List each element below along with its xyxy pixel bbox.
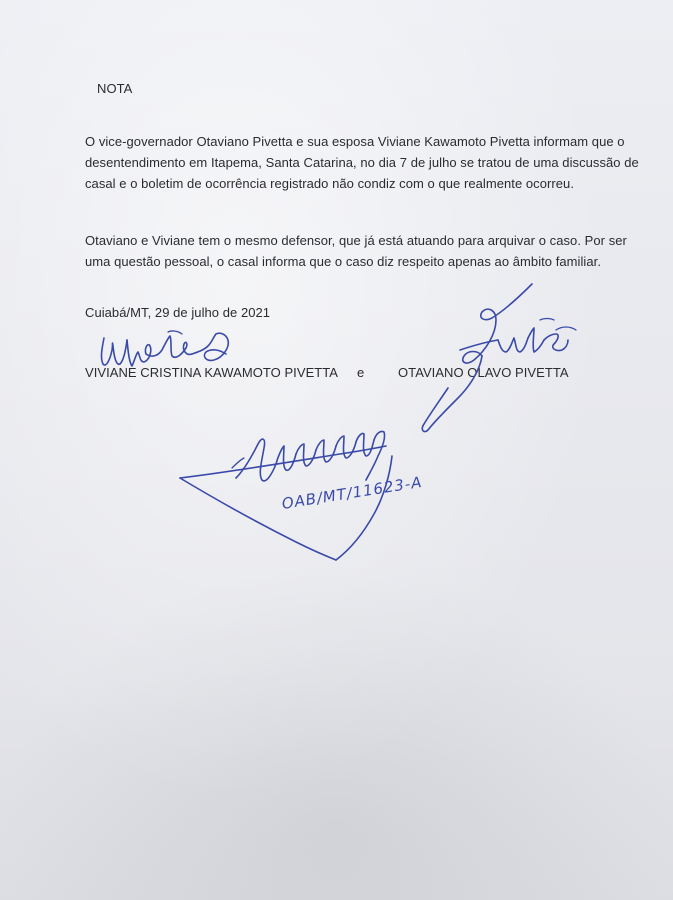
signatory-name-viviane: VIVIANE CRISTINA KAWAMOTO PIVETTA bbox=[85, 365, 339, 380]
paragraph-1-line-3: casal e o boletim de ocorrência registrado não condiz com o que realmente ocorreu. bbox=[85, 176, 574, 191]
signatory-name-otaviano: OTAVIANO OLAVO PIVETTA bbox=[398, 365, 569, 380]
lawyer-registration-handwritten: OAB/MT/11623-A bbox=[280, 472, 424, 513]
paragraph-1-line-2: desentendimento em Itapema, Santa Catarina, no dia 7 de julho se tratou de uma discussão de bbox=[85, 155, 639, 170]
conjunction: e bbox=[357, 365, 365, 380]
signature-otaviano bbox=[422, 284, 576, 432]
paragraph-2-line-2: uma questão pessoal, o casal informa que o caso diz respeito apenas ao âmbito familiar. bbox=[85, 254, 601, 269]
paper-shadow bbox=[0, 560, 673, 900]
signature-viviane bbox=[101, 331, 228, 366]
document-title: NOTA bbox=[97, 81, 133, 96]
date-line: Cuiabá/MT, 29 de julho de 2021 bbox=[85, 305, 271, 320]
paragraph-2-line-1: Otaviano e Viviane tem o mesmo defensor, que já está atuando para arquivar o caso. Por ser bbox=[85, 233, 627, 248]
paragraph-1-line-1: O vice-governador Otaviano Pivetta e sua esposa Viviane Kawamoto Pivetta informam que o bbox=[85, 134, 625, 149]
